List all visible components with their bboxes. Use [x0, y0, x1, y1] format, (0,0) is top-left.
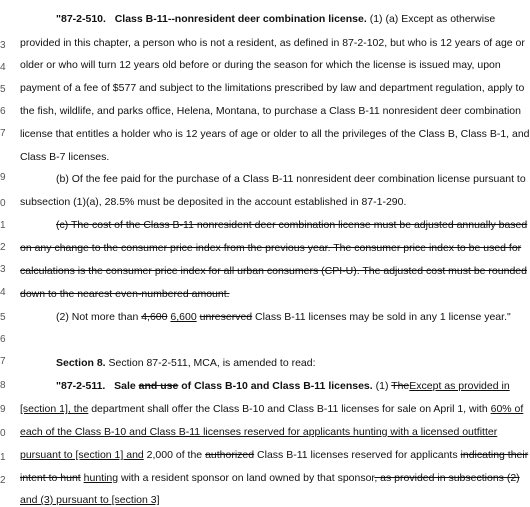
- struck-text-line: down to the nearest even-numbered amount.: [20, 288, 230, 300]
- line-number-marker: 4: [0, 287, 6, 298]
- text-line: provided in this chapter, a person who is not a resident, as defined in 87-2-102, but who is 12 years of age or: [20, 37, 525, 49]
- section-number: "87-2-511.: [56, 380, 106, 392]
- struck-word: and use: [138, 380, 179, 392]
- struck-text: , as provided in subsections (2): [374, 472, 520, 484]
- inserted-number: 6,600: [170, 311, 197, 323]
- struck-word: The: [391, 380, 410, 392]
- inserted-text: 60% of: [490, 403, 524, 415]
- inserted-text: and (3) pursuant to [section 3]: [20, 494, 160, 506]
- text-span: 2,000 of the: [143, 449, 206, 461]
- line-number-marker: 5: [0, 84, 6, 95]
- struck-text: indicating their: [460, 449, 529, 461]
- text-line: [20, 471, 520, 485]
- text-span: (1): [372, 380, 392, 392]
- line-number-marker: 3: [0, 264, 6, 275]
- text-line: [56, 310, 516, 324]
- text-line: the fish, wildlife, and parks office, Helena, Montana, to purchase a Class B-11 nonresident deer combination: [20, 105, 521, 117]
- line-number-marker: 4: [0, 62, 6, 73]
- text-line: Class B-7 licenses.: [20, 151, 110, 163]
- line-number-marker: 7: [0, 128, 6, 139]
- line-number-marker: 7: [0, 356, 6, 367]
- line-number-marker: 9: [0, 404, 6, 415]
- text-line: [20, 402, 524, 416]
- inserted-text-line: each of the Class B-10 and Class B-11 licenses reserved for applicants hunting with a licensed outfitter: [20, 426, 498, 438]
- struck-word: authorized: [205, 449, 255, 461]
- section-title: Class B-11--nonresident deer combination license.: [114, 13, 367, 25]
- line-number-marker: 2: [0, 242, 6, 253]
- line-number-marker: 6: [0, 106, 6, 117]
- text-span: (2) Not more than: [56, 311, 142, 323]
- line-number-marker: 5: [0, 312, 6, 323]
- line-number-marker: 0: [0, 198, 6, 209]
- inserted-text: pursuant to [section 1] and: [20, 449, 144, 461]
- section-510-heading-line: [56, 12, 516, 26]
- text-span: Class B-11 licenses may be sold in any 1 license year.": [252, 311, 511, 323]
- text-line: license that entitles a holder who is 12 years of age or older to all the privileges of the Class B, Class B-1, and: [20, 128, 530, 140]
- inserted-text: Except as provided in: [409, 380, 510, 392]
- text-line: older or who will turn 12 years old before or during the season for which the license is issued may, upon: [20, 59, 501, 71]
- struck-word: unreserved: [199, 311, 253, 323]
- line-number-marker: 8: [0, 380, 6, 391]
- struck-text-line: (c) The cost of the Class B-11 nonresident deer combination license must be adjusted annually based: [56, 219, 528, 231]
- text-line: subsection (1)(a), 28.5% must be deposited in the account established in 87-1-290.: [20, 196, 407, 208]
- text-span: department shall offer the Class B-10 and Class B-11 licenses for sale on April 1, with: [88, 403, 491, 415]
- text-line-partial: [20, 493, 516, 507]
- line-number-marker: 1: [0, 220, 6, 231]
- inserted-text: hunting: [83, 472, 119, 484]
- text-line: payment of a fee of $577 and subject to the limitations prescribed by law and department regulation, apply to: [20, 82, 525, 94]
- struck-text-line: on any change to the consumer price index from the previous year. The consumer price index to be used for: [20, 242, 522, 254]
- line-number-marker: 3: [0, 40, 6, 51]
- struck-text-line: calculations is the consumer price index for all urban consumers (CPI-U). The adjusted cost must be rounded: [20, 265, 527, 277]
- text-span: with a resident sponsor on land owned by that sponsor: [118, 472, 375, 484]
- section-number: "87-2-510.: [56, 13, 106, 25]
- line-number-marker: 1: [0, 452, 6, 463]
- line-number-marker: 9: [0, 172, 6, 183]
- line-number-marker: 6: [0, 334, 6, 345]
- line-number-marker: 0: [0, 428, 6, 439]
- struck-number: 4,600: [141, 311, 168, 323]
- section-title: Sale: [114, 380, 139, 392]
- section-511-heading-line: [56, 379, 516, 393]
- text-span: Section 87-2-511, MCA, is amended to read:: [105, 357, 316, 369]
- section-8-heading-line: [56, 356, 516, 370]
- struck-text: intent to hunt: [20, 472, 81, 484]
- text-line: (b) Of the fee paid for the purchase of a Class B-11 nonresident deer combination license pursuant to: [56, 173, 526, 185]
- text-span: Class B-11 licenses reserved for applicants: [254, 449, 461, 461]
- text-span: (1) (a) Except as otherwise: [366, 13, 496, 25]
- section-label: Section 8.: [56, 357, 106, 369]
- inserted-text: [section 1], the: [20, 403, 89, 415]
- section-title: of Class B-10 and Class B-11 licenses.: [178, 380, 373, 392]
- text-line: [20, 448, 529, 462]
- line-number-marker: 2: [0, 475, 6, 486]
